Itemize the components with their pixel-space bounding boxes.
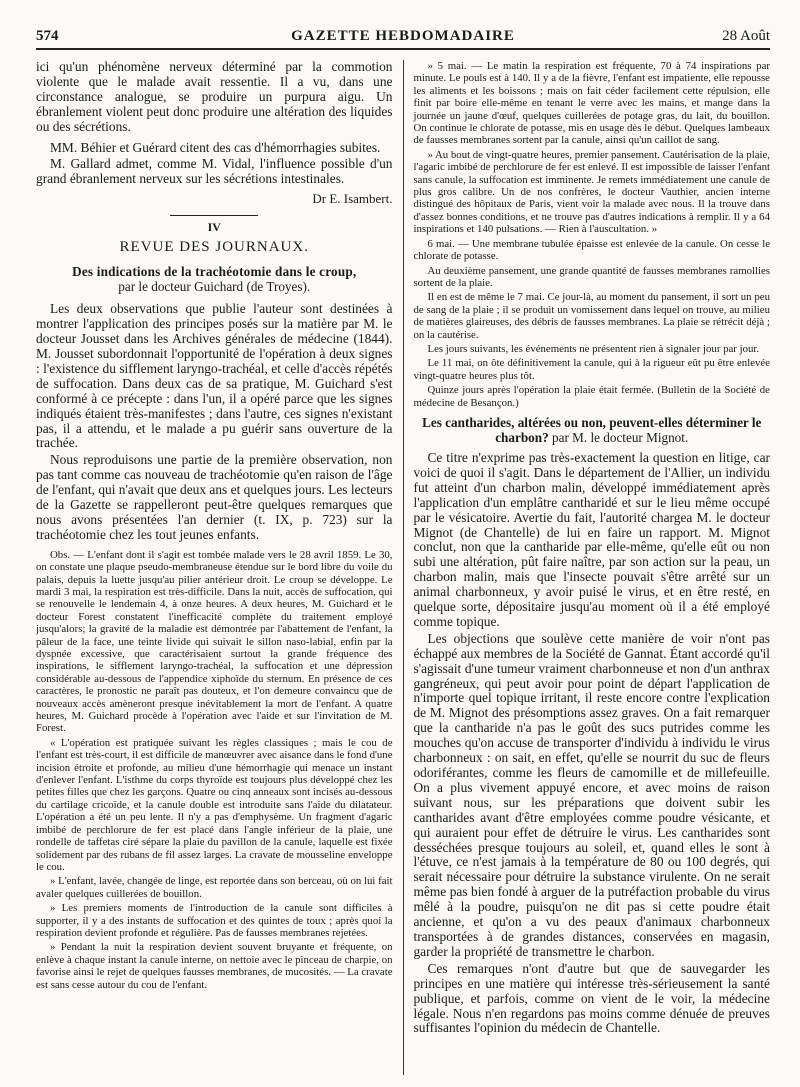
issue-date: 28 Août [722,28,770,44]
paragraph: Nous reproduisons une partie de la première observation, non pas tant comme cas nouveau de trachéotomie qu'en raison de l'âge de l'enfant, qui n'avait que deux ans et quelques jours. Les lecteurs de la Gazette se rappelleront peut-être quelques remarques que nous avons présentées l'an dernier (t. IX, p. 723) sur la trachéotomie chez les tout jeunes enfants. [36,452,393,542]
observation-text: » 5 mai. — Le matin la respiration est fréquente, 70 à 74 inspirations par minute. Le pouls est à 140. Il y a de la fièvre, l'enfant est impatiente, elle repousse les aliments et les boissons ; mais on fait céder facilement cette répulsion, elle finit par boire elle-même en tenant le verre avec les mains, et mange dans la journée un jaune d'œuf, quelques cuillerées de potage gras, du lait, du bouillon. On continue le chlorate de potasse, mis en usage dès le début. Quelques lambeaux de fausses membranes sortent par la canule, ainsi qu'un caillot de sang. [413,60,770,147]
section-title: REVUE DES JOURNAUX. [119,239,309,256]
section-divider [170,215,258,216]
article-title: Des indications de la trachéotomie dans le croup, [72,264,357,280]
observation-text: Quinze jours après l'opération la plaie était fermée. (Bulletin de la Société de médecine de Besançon.) [413,384,770,409]
observation-text: Il en est de même le 7 mai. Ce jour-là, au moment du pansement, il sort un peu de sang de la plaie ; il se produit un vomissement dans lequel on trouve, au milieu de matières glaireuses, des débris de fausses membranes. La plaie se rétrécit déjà ; on la cautérise. [413,291,770,341]
signature: Dr E. Isambert. [312,191,393,207]
article-heading [413,415,770,445]
paragraph: Les deux observations que publie l'auteur sont destinées à montrer l'application des principes posés sur la matière par M. le docteur Jousset dans les Archives générales de médecine (1844). M. Jousset subordonnait l'opportunité de l'opération à deux signes : l'existence du sifflement laryngo-trachéal, et celle d'accès répétés de suffocation. Dans deux cas de sa pratique, M. Guichard s'est conformé à ce précepte : dans l'un, il a opéré parce que les signes indiqués étaient très-manifestes ; dans l'autre, ces signes n'existant pas, il a attendu, et le malade a pu guérir sans ouverture de la trachée. [36,301,393,451]
columns [36,60,770,1075]
right-column [413,60,770,1075]
paragraph: MM. Béhier et Guérard citent des cas d'hémorrhagies subites. [50,139,381,155]
observation-text: Obs. — L'enfant dont il s'agit est tombée malade vers le 28 avril 1859. Le 30, on constate une plaque pseudo-membraneuse étendue sur le bord libre du voile du palais, depuis la luette jusqu'au pilier antérieur droit. Le croup se développe. Le mardi 3 mai, la respiration est très-difficile. Dans la nuit, accès de suffocation, qui se renouvelle le lendemain 4, à onze heures. A deux heures, M. Guichard et le docteur Forest constatent l'inefficacité complète du traitement employé jusqu'alors; la gravité de la maladie est démontrée par l'abattement de l'enfant, la pâleur de la face, une teinte livide qui suivait le sillon naso-labial, enfin par la dyspnée excessive, que caractérisaient surtout la grande fréquence des inspirations, le sifflement laryngo-trachéal, la suffocation et une dépression considérable au-dessous de l'appendice xiphoïde du sternum. En présence de ces caractères, le pronostic ne paraît pas douteux, et l'on demeure convaincu que de nouveaux accès amèneront presque inévitablement la mort de l'enfant. A quatre heures, M. Guichard procède à l'opération avec l'aide et sur l'invitation de M. Forest. [36,548,393,735]
observation-text: » L'enfant, lavée, changée de linge, est reportée dans son berceau, où on lui fait avaler quelques cuillerées de bouillon. [36,875,393,900]
column-rule [403,60,404,1075]
observation-text: » Les premiers moments de l'introduction de la canule sont difficiles à supporter, il y a des instants de suffocation et des quintes de toux ; après quoi la respiration devient profonde et régulière. Pas de fausses membranes rejetées. [36,902,393,939]
paragraph: ici qu'un phénomène nerveux déterminé par la commotion violente que le malade avait ressentie. Il a vu, dans une circonstance analogue, se produire un purpura aigu. Un ébranlement violent peut donc produire une altération des liquides ou des sécrétions. [36,60,393,134]
observation-text: « L'opération est pratiquée suivant les règles classiques ; mais le cou de l'enfant est très-court, il est difficile de manœuvrer avec aisance dans le fond d'une incision étroite et profonde, au milieu d'une hémorrhagie qui menace un instant d'enlever l'enfant. L'isthme du corps thyroïde est toujours plus développé chez les petites filles que chez les garçons. Quatre ou cinq anneaux sont incisés au-dessous du cartilage cricoïde, et la canule double est introduite sans l'aide du dilatateur. L'opération a été un peu lente. Il n'y a pas d'emphysème. Un fragment d'agaric imbibé de perchlorure de fer est placé dans l'angle inférieur de la plaie, une rondelle de taffetas ciré sépare la plaie du pavillon de la canule, laquelle est fixée solidement par des rubans de fil assez larges. La cravate de mousseline enveloppe le cou. [36,736,393,873]
observation-text: Au deuxième pansement, une grande quantité de fausses membranes ramollies sortent de la plaie. [413,264,770,289]
article-title: Les cantharides, altérées ou non, peuvent-elles déterminer le charbon? [422,414,762,445]
article-author: par le docteur Guichard (de Troyes). [118,279,311,295]
article-heading [36,264,393,294]
journal-title: GAZETTE HEBDOMADAIRE [291,28,515,44]
section-number: IV [207,220,221,235]
article-author: par M. le docteur Mignot. [552,429,689,445]
observation-text: Le 11 mai, on ôte définitivement la canule, qui à la rigueur eût pu être enlevée vingt-quatre heures plus tôt. [413,357,770,382]
paragraph: Ce titre n'exprime pas très-exactement la question en litige, car voici de quoi il s'agit. Dans le département de l'Allier, un individu fut atteint d'un charbon malin, développé immédiatement après l'application d'un emplâtre cantharidé et sur le lieu même occupé par le vésicatoire. Avertie du fait, l'autorité chargea M. le docteur Mignot (de Chantelle) de lui en faire un rapport. M. Mignot conclut, non que la cantharide par elle-même, qu'elle eût ou non subi une altération, pût faire naître, par son action sur la peau, un charbon malin, mais que l'insecte pouvait s'être arrêté sur un animal charbonneux, y avoir puisé le virus, et en être resté, en quelque sorte, dépositaire jusqu'au moment où il a été employé comme topique. [413,449,770,629]
page-header [36,26,770,50]
paragraph: Les objections que soulève cette manière de voir n'ont pas échappé aux membres de la Société de Gannat. Étant accordé qu'il s'agissait d'une tumeur vraiment charbonneuse et non d'un anthrax gangréneux, qui peut avoir pour point de départ l'application de n'importe quel topique irritant, il reste encore contre l'explication de M. Mignot des présomptions assez graves. On a fait remarquer que la cantharide n'a pas le goût des sucs putrides comme les mouches qu'on accuse de transporter d'individu à individu le virus charbonneux : on sait, en effet, qu'elle se nourrit du suc de fleurs odoriférantes, comme les fleurs de camomille et de millefeuille. On a plus vivement appuyé encore, et avec moins de raison suivant nous, sur les préparations que doivent subir les cantharides avant d'être employées comme poudre vésicante, et qui auraient pour effet de détruire le virus. Les cantharides sont desséchées presque toujours au soleil, et, quand elles le sont à l'étuve, ce n'est jamais à la température de 80 ou 100 degrés, qui serait nécessaire pour détruire la substance virulente. On ne serait même pas bien fondé à arguer de la putréfaction probable du virus mêlé à la poudre, puisqu'on ne dit pas si cette poudre était ancienne, et qu'on a vu des peaux d'animaux charbonneux transportées à de grandes distances, conservées en magasin, garder la propriété de transmettre le charbon. [413,630,770,959]
observation-text: Les jours suivants, les événements ne présentent rien à signaler jour par jour. [427,342,760,355]
left-column [36,60,393,1075]
observation-text: 6 mai. — Une membrane tubulée épaisse est enlevée de la canule. On cesse le chlorate de potasse. [413,237,770,263]
paragraph: Ces remarques n'ont d'autre but que de sauvegarder les principes en une matière qui intéresse très-sérieusement la santé publique, et parfois, comme on vient de le voir, la médecine légale. Nous n'en regardons pas moins comme dénuée de preuves suffisantes l'opinion du médecin de Chantelle. [413,960,770,1036]
observation-text: » Au bout de vingt-quatre heures, premier pansement. Cautérisation de la plaie, l'agaric imbibé de perchlorure de fer est enlevé. Il est impossible de laisser l'enfant sans canule, la suffocation est imminente. Je remets immédiatement une canule de plus gros calibre. Un de nos confrères, le docteur Vauthier, ancien interne distingué des hôpitaux de Paris, vient voir la malade avec nous. Il la trouve dans d'assez bonnes conditions, et ne trouve pas d'autres indications à remplir. Il y a 64 inspirations et 140 pulsations. — Rien à l'auscultation. » [413,148,770,236]
paragraph: M. Gallard admet, comme M. Vidal, l'influence possible d'un grand ébranlement nerveux sur les sécrétions intestinales. [36,156,393,187]
observation-text: » Pendant la nuit la respiration devient souvent bruyante et fréquente, on enlève à chaque instant la canule interne, on nettoie avec le pinceau de charpie, on favorise ainsi le rejet de quelques fausses membranes, de mucosités. — La cravate est sans cesse autour du cou de l'enfant. [36,941,393,991]
page-number: 574 [36,28,59,44]
